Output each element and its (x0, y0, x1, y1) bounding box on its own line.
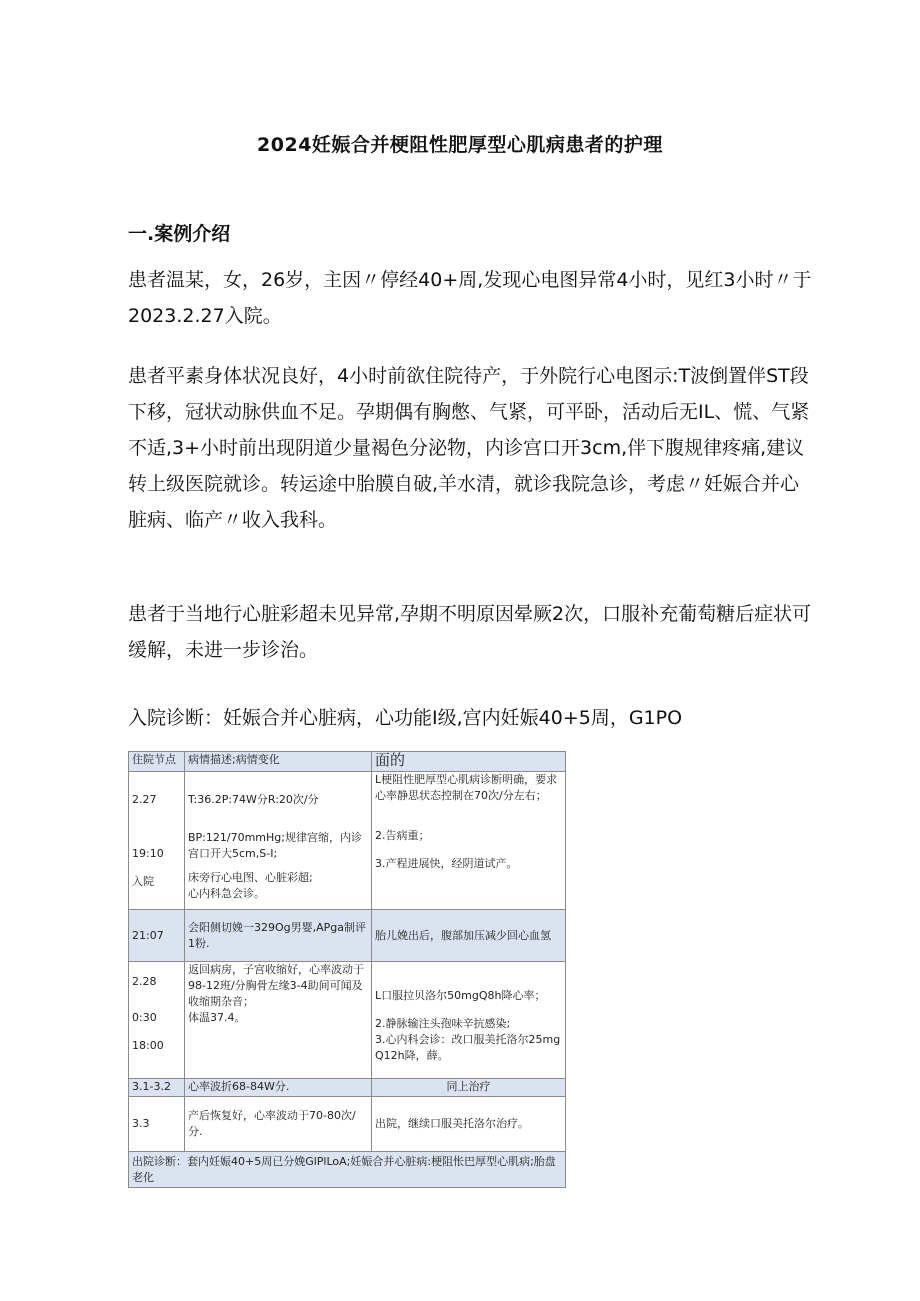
node-date: 3.3 (132, 1117, 150, 1130)
plan-line: 2.静脉输注头孢味辛抗感染; (375, 1017, 511, 1030)
table-row (129, 1079, 566, 1097)
table-row (129, 910, 566, 962)
plan-cell (372, 910, 566, 962)
plan-line: 胎儿娩出后，腹部加压减少回心血氢 (375, 928, 551, 942)
plan-line: 2.告病重； (375, 829, 430, 842)
clinical-course-table (128, 751, 566, 1188)
node-event: 入院 (132, 875, 154, 888)
node-cell (129, 910, 185, 962)
description-line: 床旁行心电图、心脏彩超; (188, 871, 313, 884)
table-header-row (129, 752, 566, 772)
table-row (129, 962, 566, 1079)
description-cell (185, 1097, 372, 1152)
description-line: BP:121/70mmHg;规律宫缩，内诊宫口开大5cm,S-I; (188, 831, 362, 860)
node-cell (129, 962, 185, 1079)
plan-cell (372, 1079, 566, 1097)
description-cell (185, 962, 372, 1079)
node-cell (129, 1097, 185, 1152)
node-time: 19:10 (132, 847, 164, 860)
plan-line: 同上治疗 (446, 1080, 491, 1093)
discharge-diagnosis: 出院诊断：套内妊娠40+5周已分娩GlPlLoA;妊娠合并心脏病:梗阻怅巴厚型心肌病;胎盘老化 (129, 1152, 566, 1188)
node-date: 2.27 (132, 793, 157, 806)
description-line: 心率波折68-84W分. (188, 1080, 290, 1093)
node-cell (129, 772, 185, 910)
table-footer-row (129, 1152, 566, 1188)
plan-cell (372, 772, 566, 910)
paragraph-admission-diagnosis: 入院诊断：妊娠合并心脏病，心功能I级,宫内妊娠40+5周，G1PO (128, 707, 683, 729)
paragraph-echo-syncope: 患者于当地行心脏彩超未见异常,孕期不明原因晕厥2次，口服补充葡萄糖后症状可缓解，未进一步诊治。 (128, 603, 812, 661)
description-line: 心内科急会诊。 (188, 887, 265, 900)
description-line: 返回病房，子宫收缩好，心率波动于98-12班/分胸骨左缘3-4助间可闻及收缩期杂音； (188, 963, 364, 1008)
document-title: 2024妊娠合并梗阻性肥厚型心肌病患者的护理 (257, 134, 663, 156)
description-cell (185, 1079, 372, 1097)
plan-line: L口服拉贝洛尔50mgQ8h降心率； (375, 989, 546, 1002)
node-cell (129, 1079, 185, 1097)
header-purpose: 面的 (372, 752, 566, 772)
table-row (129, 1097, 566, 1152)
node-time: 21:07 (132, 928, 164, 942)
description-line: 体温37.4。 (188, 1011, 246, 1024)
description-cell (185, 772, 372, 910)
node-date: 3.1-3.2 (132, 1080, 171, 1093)
table-row (129, 772, 566, 910)
plan-line: 出院，继续口服美托洛尔治疗。 (375, 1117, 529, 1130)
plan-line: 3.心内科会诊：改口服美托洛尔25mgQ12h降，薛。 (375, 1033, 561, 1062)
header-node: 住院节点 (129, 752, 185, 772)
plan-line: L梗阻性肥厚型心肌病诊断明确，要求心率静思状态控制在70次/分左右； (375, 773, 558, 802)
plan-cell (372, 962, 566, 1079)
header-description: 病情描述;病情变化 (185, 752, 372, 772)
node-time: 0:30 (132, 1011, 157, 1024)
section-heading-case-intro: 一.案例介绍 (128, 223, 231, 245)
paragraph-history: 患者平素身体状况良好，4小时前欲住院待产，于外院行心电图示:T波倒置伴ST段下移，冠状动脉供血不足。孕期偶有胸憋、气紧，可平卧，活动后无IL、慌、气紧不适,3+小时前出现阴道少量褐色分泌物，内诊宫口开3cm,伴下腹规律疼痛,建议转上级医院就诊。转运途中胎膜自破,羊水清，就诊我院急诊，考虑〃妊娠合并心脏病、临产〃收入我科。 (128, 365, 810, 531)
node-date: 2.28 (132, 975, 157, 988)
plan-line: 3.产程进展快，经阴道试产。 (375, 857, 518, 870)
description-cell (185, 910, 372, 962)
node-time: 18:00 (132, 1039, 164, 1052)
paragraph-chief-complaint: 患者温某，女，26岁，主因〃停经40+周,发现心电图异常4小时，见红3小时〃于2023.2.27入院。 (128, 269, 812, 327)
description-line: 会阳侧切娩一329Og男婴,APga制评1粉. (188, 920, 367, 950)
plan-cell (372, 1097, 566, 1152)
description-line: 产后恢复好，心率波动于70-80次/分. (188, 1109, 356, 1138)
description-line: T:36.2P:74W分R:20次/分 (188, 793, 319, 806)
